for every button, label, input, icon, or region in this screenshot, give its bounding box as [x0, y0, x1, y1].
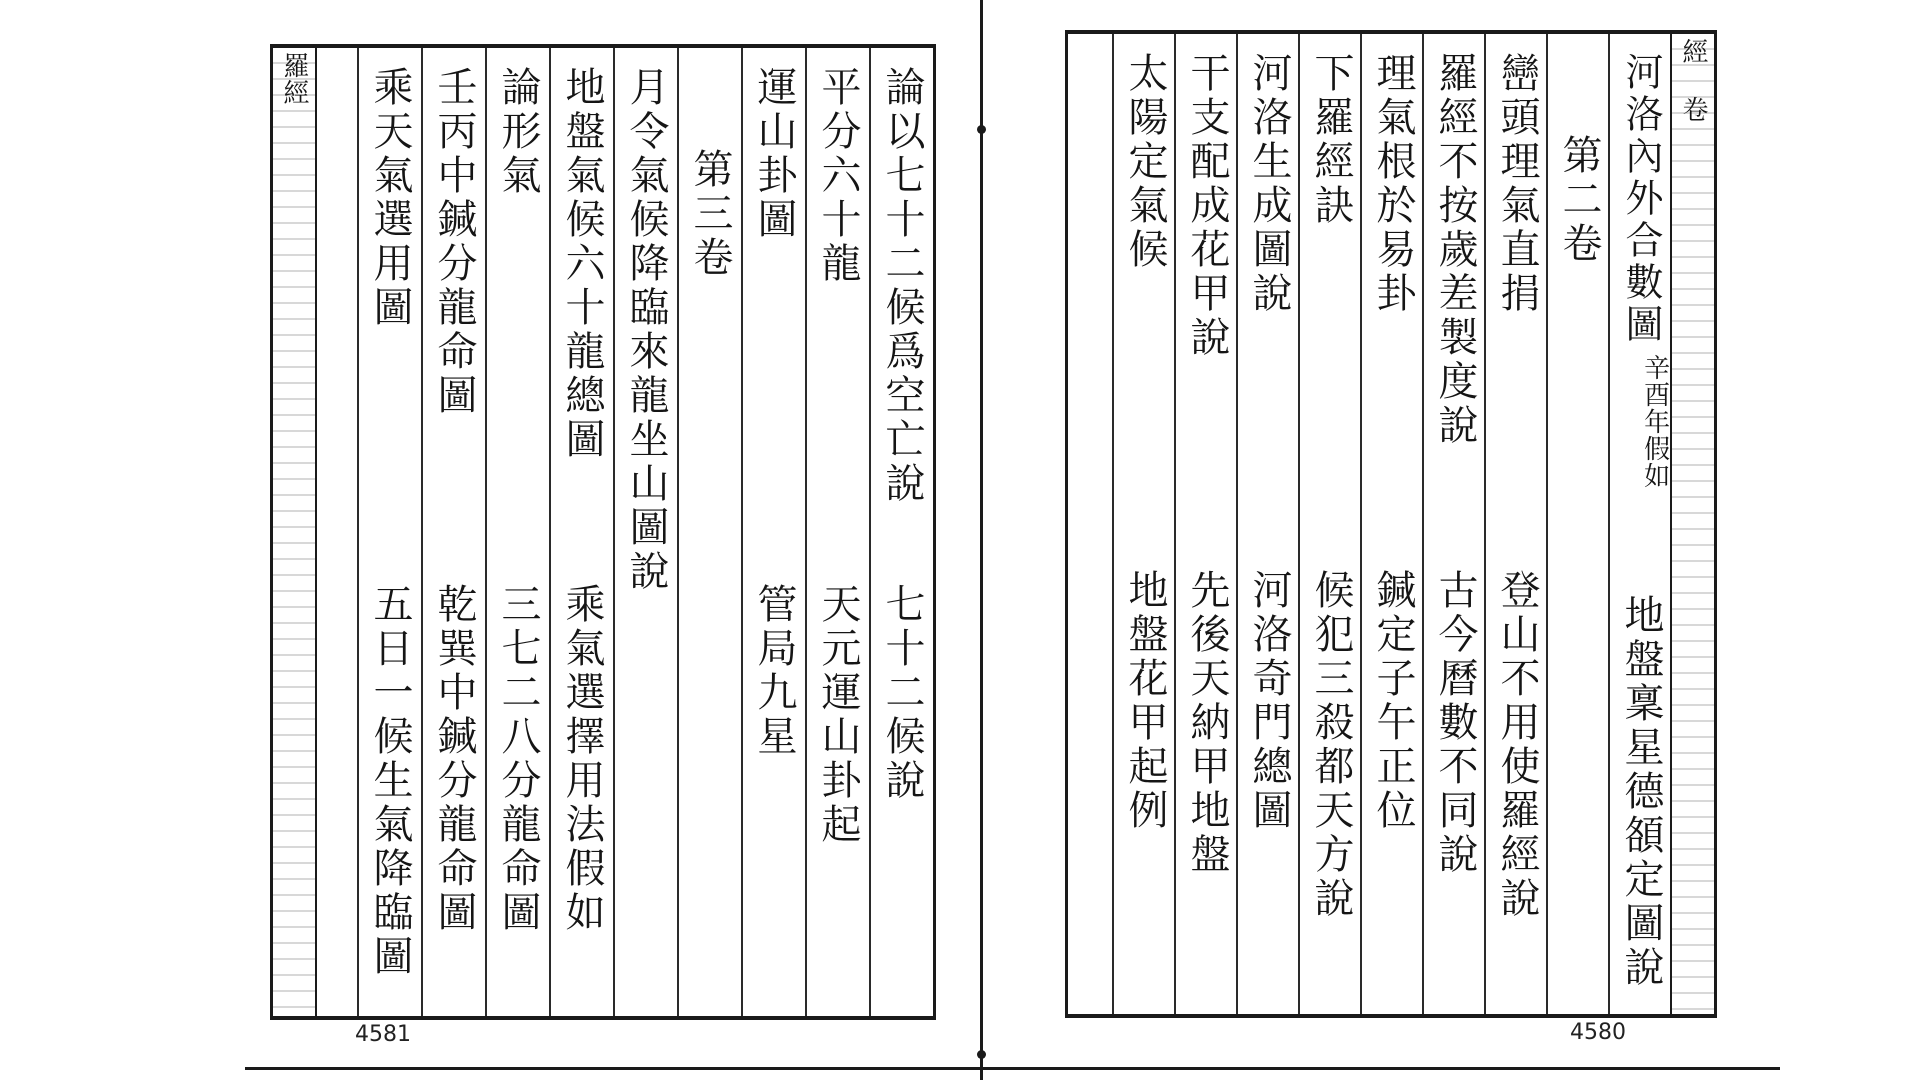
fold-mark — [977, 125, 986, 134]
toc-entry: 太陽定氣候 — [1122, 52, 1168, 272]
toc-entry: 論以七十二候爲空亡說 — [879, 66, 925, 506]
toc-entry: 五日一候生氣降臨圖 — [367, 583, 413, 979]
book-fold — [980, 0, 983, 1080]
left-toc-column — [741, 48, 805, 1016]
toc-entry: 登山不用使羅經說 — [1494, 569, 1540, 921]
toc-entry: 河洛生成圖說 — [1246, 52, 1292, 316]
right-toc-column — [1112, 34, 1176, 1014]
toc-entry: 羅經不按歲差製度說 — [1432, 52, 1478, 448]
right-toc-column — [1360, 34, 1424, 1014]
right-toc-column — [1608, 34, 1672, 1014]
left-toc-column — [677, 48, 741, 1016]
page-number-left: 4581 — [355, 1022, 411, 1047]
right-toc-column — [1298, 34, 1362, 1014]
bottom-rule — [245, 1067, 1780, 1070]
toc-entry: 運山卦圖 — [751, 66, 797, 242]
right-page — [1065, 30, 1715, 1045]
toc-entry: 河洛奇門總圖 — [1246, 569, 1292, 833]
left-toc-column — [869, 48, 933, 1016]
toc-entry: 壬丙中鍼分龍命圖 — [431, 66, 477, 418]
toc-entry: 下羅經訣 — [1308, 52, 1354, 228]
volume-heading: 第二卷 — [1556, 134, 1602, 266]
left-toc-column — [613, 48, 677, 1016]
left-toc-column — [421, 48, 485, 1016]
right-page-frame — [1065, 30, 1717, 1018]
toc-entry: 地盤氣候六十龍總圖 — [559, 66, 605, 462]
toc-entry: 三七二八分龍命圖 — [495, 583, 541, 935]
left-toc-column — [357, 48, 421, 1016]
right-spine-margin — [1670, 34, 1714, 1014]
left-page-frame — [270, 44, 936, 1020]
fold-mark — [977, 1050, 986, 1059]
right-toc-column — [1174, 34, 1238, 1014]
toc-entry: 乘天氣選用圖 — [367, 66, 413, 330]
left-header-fragment: 羅經 — [279, 52, 309, 106]
toc-entry: 管局九星 — [751, 583, 797, 759]
toc-entry: 天元運山卦起 — [815, 583, 861, 847]
toc-entry: 平分六十龍 — [815, 66, 861, 286]
right-toc-column — [1236, 34, 1300, 1014]
toc-entry: 地盤花甲起例 — [1122, 569, 1168, 833]
toc-entry: 地盤稟星德頟定圖說 — [1618, 594, 1664, 990]
toc-entry: 干支配成花甲說 — [1184, 52, 1230, 360]
volume-heading: 第三卷 — [687, 148, 733, 280]
left-page — [270, 40, 940, 1047]
toc-entry: 候犯三殺都天方說 — [1308, 569, 1354, 921]
toc-entry: 先後天納甲地盤 — [1184, 569, 1230, 877]
right-header-fragment: 經 卷 — [1678, 38, 1708, 123]
toc-entry: 鍼定子午正位 — [1370, 569, 1416, 833]
left-toc-column — [549, 48, 613, 1016]
toc-entry: 古今曆數不同說 — [1432, 569, 1478, 877]
toc-entry: 乘氣選擇用法假如 — [559, 583, 605, 935]
toc-entry: 月令氣候降臨來龍坐山圖說 — [623, 66, 669, 594]
toc-entry: 河洛內外合數圖 — [1619, 52, 1663, 346]
left-toc-column — [485, 48, 549, 1016]
right-toc-column — [1484, 34, 1548, 1014]
toc-entry: 理氣根於易卦 — [1370, 52, 1416, 316]
toc-entry: 論形氣 — [495, 66, 541, 198]
left-spine-margin — [273, 48, 317, 1016]
left-toc-column — [805, 48, 869, 1016]
toc-entry: 乾巽中鍼分龍命圖 — [431, 583, 477, 935]
toc-entry: 七十二候說 — [879, 583, 925, 803]
toc-entry: 巒頭理氣直捐 — [1494, 52, 1540, 316]
page-number-right: 4580 — [1570, 1020, 1626, 1045]
toc-note: 辛酉年假如 — [1639, 354, 1670, 489]
right-toc-column — [1422, 34, 1486, 1014]
right-toc-column — [1546, 34, 1610, 1014]
